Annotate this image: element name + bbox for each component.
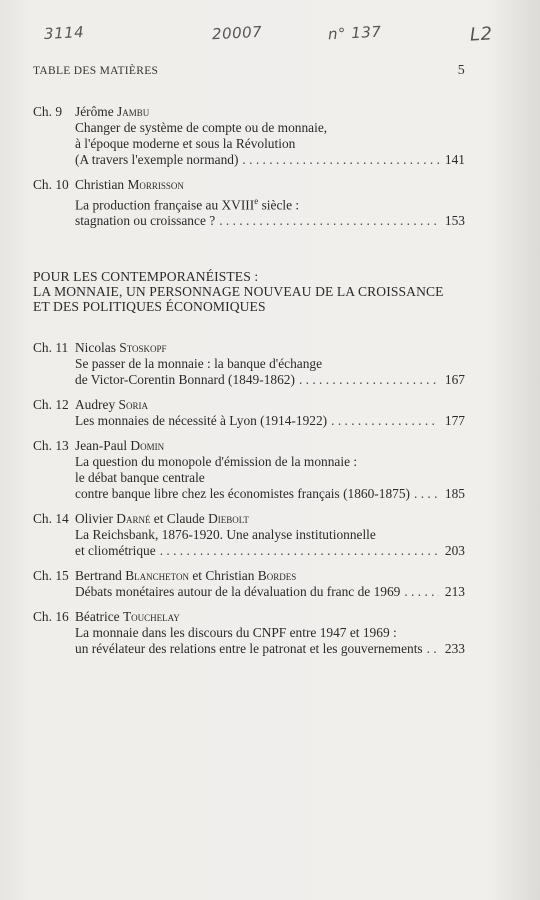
- title-text: un révélateur des relations entre le patronat et les gouvernements: [75, 641, 423, 657]
- chapter-number: Ch. 15: [33, 568, 69, 584]
- toc-part-1: [33, 104, 465, 229]
- author-last-name: Jambu: [117, 104, 150, 119]
- title-line: Se passer de la monnaie : la banque d'échange: [75, 356, 323, 372]
- title-last-line: [75, 413, 465, 429]
- author-first-name: Audrey: [75, 397, 119, 413]
- table-of-contents: [33, 104, 465, 666]
- author-first-name: Jérôme: [75, 104, 118, 119]
- dot-leader: [219, 213, 439, 229]
- title-last-line: [75, 584, 465, 600]
- title-text: (A travers l'exemple normand): [75, 152, 239, 167]
- page-ref: 185: [444, 486, 465, 502]
- title-text: stagnation ou croissance ?: [75, 213, 216, 229]
- author-first-name: Jean-Paul: [75, 438, 131, 454]
- toc-entry-body: [75, 397, 465, 429]
- author-last-name: Domin: [130, 438, 165, 454]
- handwritten-note-1: 3114: [43, 22, 85, 44]
- author-line: [75, 511, 465, 527]
- author-line: [75, 568, 465, 584]
- author-first-name: Béatrice: [75, 609, 123, 625]
- author-last-name: Stoskopf: [119, 340, 167, 356]
- page-ref: 233: [444, 641, 465, 657]
- title-text: contre banque libre chez les économistes français (1860-1875): [75, 486, 411, 502]
- chapter-number: Ch. 12: [33, 397, 69, 413]
- dot-leader: [331, 413, 439, 429]
- section-heading-line-2: LA MONNAIE, UN PERSONNAGE NOUVEAU DE LA CROISSANCE: [33, 284, 444, 300]
- author-first-name: Nicolas: [75, 340, 120, 356]
- author-last-name: Morrisson: [127, 177, 184, 192]
- author-line: [75, 340, 465, 356]
- author-first-name: Bertrand: [75, 568, 126, 584]
- title-text: Les monnaies de nécessité à Lyon (1914-1922): [75, 413, 328, 429]
- dot-leader: [404, 584, 439, 600]
- page-number: 5: [457, 63, 465, 78]
- title-last-line: [75, 372, 465, 388]
- page-ref: 213: [444, 584, 465, 600]
- title-last-line: [75, 641, 465, 657]
- toc-entry: [33, 609, 465, 657]
- dot-leader: [160, 543, 439, 559]
- toc-entry-body: [75, 104, 465, 168]
- running-head: [33, 65, 465, 77]
- author-last-name-2: Bordes: [257, 568, 297, 584]
- page-ref: 141: [444, 152, 465, 167]
- toc-part-2: [33, 340, 465, 657]
- title-line: La monnaie dans les discours du CNPF entre 1947 et 1969 :: [75, 625, 397, 641]
- toc-entry: [33, 397, 465, 429]
- page-ref: 203: [444, 543, 465, 559]
- author-last-name: Soria: [118, 397, 148, 413]
- title-text: et cliométrique: [75, 543, 156, 559]
- handwritten-note-4: L2: [469, 23, 494, 46]
- toc-entry: [33, 104, 465, 168]
- title-line: La Reichsbank, 1876-1920. Une analyse institutionnelle: [75, 527, 376, 543]
- toc-entry-body: [75, 340, 465, 388]
- chapter-number: Ch. 14: [33, 511, 69, 527]
- page-ref: 167: [444, 372, 465, 388]
- title-line: Changer de système de compte ou de monnaie,: [75, 120, 328, 135]
- title-line: La production française au XVIIIe siècle :: [75, 196, 300, 213]
- chapter-number: Ch. 10: [33, 177, 69, 192]
- author-last-name: Blancheton: [125, 568, 189, 584]
- author-conjunction: et Christian: [188, 568, 258, 584]
- author-last-name: Darné: [116, 511, 151, 527]
- toc-entry: [33, 568, 465, 600]
- section-heading-line-1: POUR LES CONTEMPORANÉISTES :: [33, 269, 259, 285]
- author-first-name: Olivier: [75, 511, 117, 527]
- toc-entry-body: [75, 511, 465, 559]
- chapter-number: Ch. 16: [33, 609, 69, 625]
- title-line: La question du monopole d'émission de la monnaie :: [75, 454, 358, 470]
- handwritten-note-2: 20007: [211, 22, 263, 44]
- author-line: [75, 177, 465, 193]
- dot-leader: [414, 486, 439, 502]
- toc-entry-body: [75, 609, 465, 657]
- title-text: de Victor-Corentin Bonnard (1849-1862): [75, 372, 295, 388]
- chapter-number: Ch. 13: [33, 438, 69, 454]
- toc-entry-body: [75, 568, 465, 600]
- title-text: Débats monétaires autour de la dévaluation du franc de 1969: [75, 584, 401, 600]
- title-last-line: [75, 213, 465, 229]
- title-line: le débat banque centrale: [75, 470, 205, 486]
- handwritten-note-3: n° 137: [327, 22, 382, 44]
- page-ref: 177: [444, 413, 465, 429]
- toc-entry: [33, 177, 465, 229]
- dot-leader: [242, 152, 439, 168]
- title-last-line: [75, 486, 465, 502]
- dot-leader: [299, 372, 439, 388]
- toc-entry: [33, 438, 465, 502]
- chapter-number: Ch. 9: [33, 104, 63, 119]
- section-heading-line-3: ET DES POLITIQUES ÉCONOMIQUES: [33, 299, 266, 315]
- author-conjunction: et Claude: [150, 511, 209, 527]
- page-ref: 153: [444, 213, 465, 229]
- toc-entry: [33, 340, 465, 388]
- author-line: [75, 438, 465, 454]
- author-line: [75, 104, 465, 120]
- author-last-name: Touchelay: [122, 609, 180, 625]
- title-last-line: [75, 152, 465, 168]
- author-line: [75, 397, 465, 413]
- author-first-name: Christian: [75, 177, 128, 192]
- running-head-title: TABLE DES MATIÈRES: [33, 65, 159, 77]
- toc-entry: [33, 511, 465, 559]
- section-heading: [33, 269, 465, 314]
- chapter-number: Ch. 11: [33, 340, 69, 356]
- dot-leader: [427, 641, 439, 657]
- toc-entry-body: [75, 438, 465, 502]
- title-line: à l'époque moderne et sous la Révolution: [75, 136, 296, 151]
- author-line: [75, 609, 465, 625]
- title-last-line: [75, 543, 465, 559]
- author-last-name-2: Diebolt: [208, 511, 249, 527]
- toc-entry-body: [75, 177, 465, 229]
